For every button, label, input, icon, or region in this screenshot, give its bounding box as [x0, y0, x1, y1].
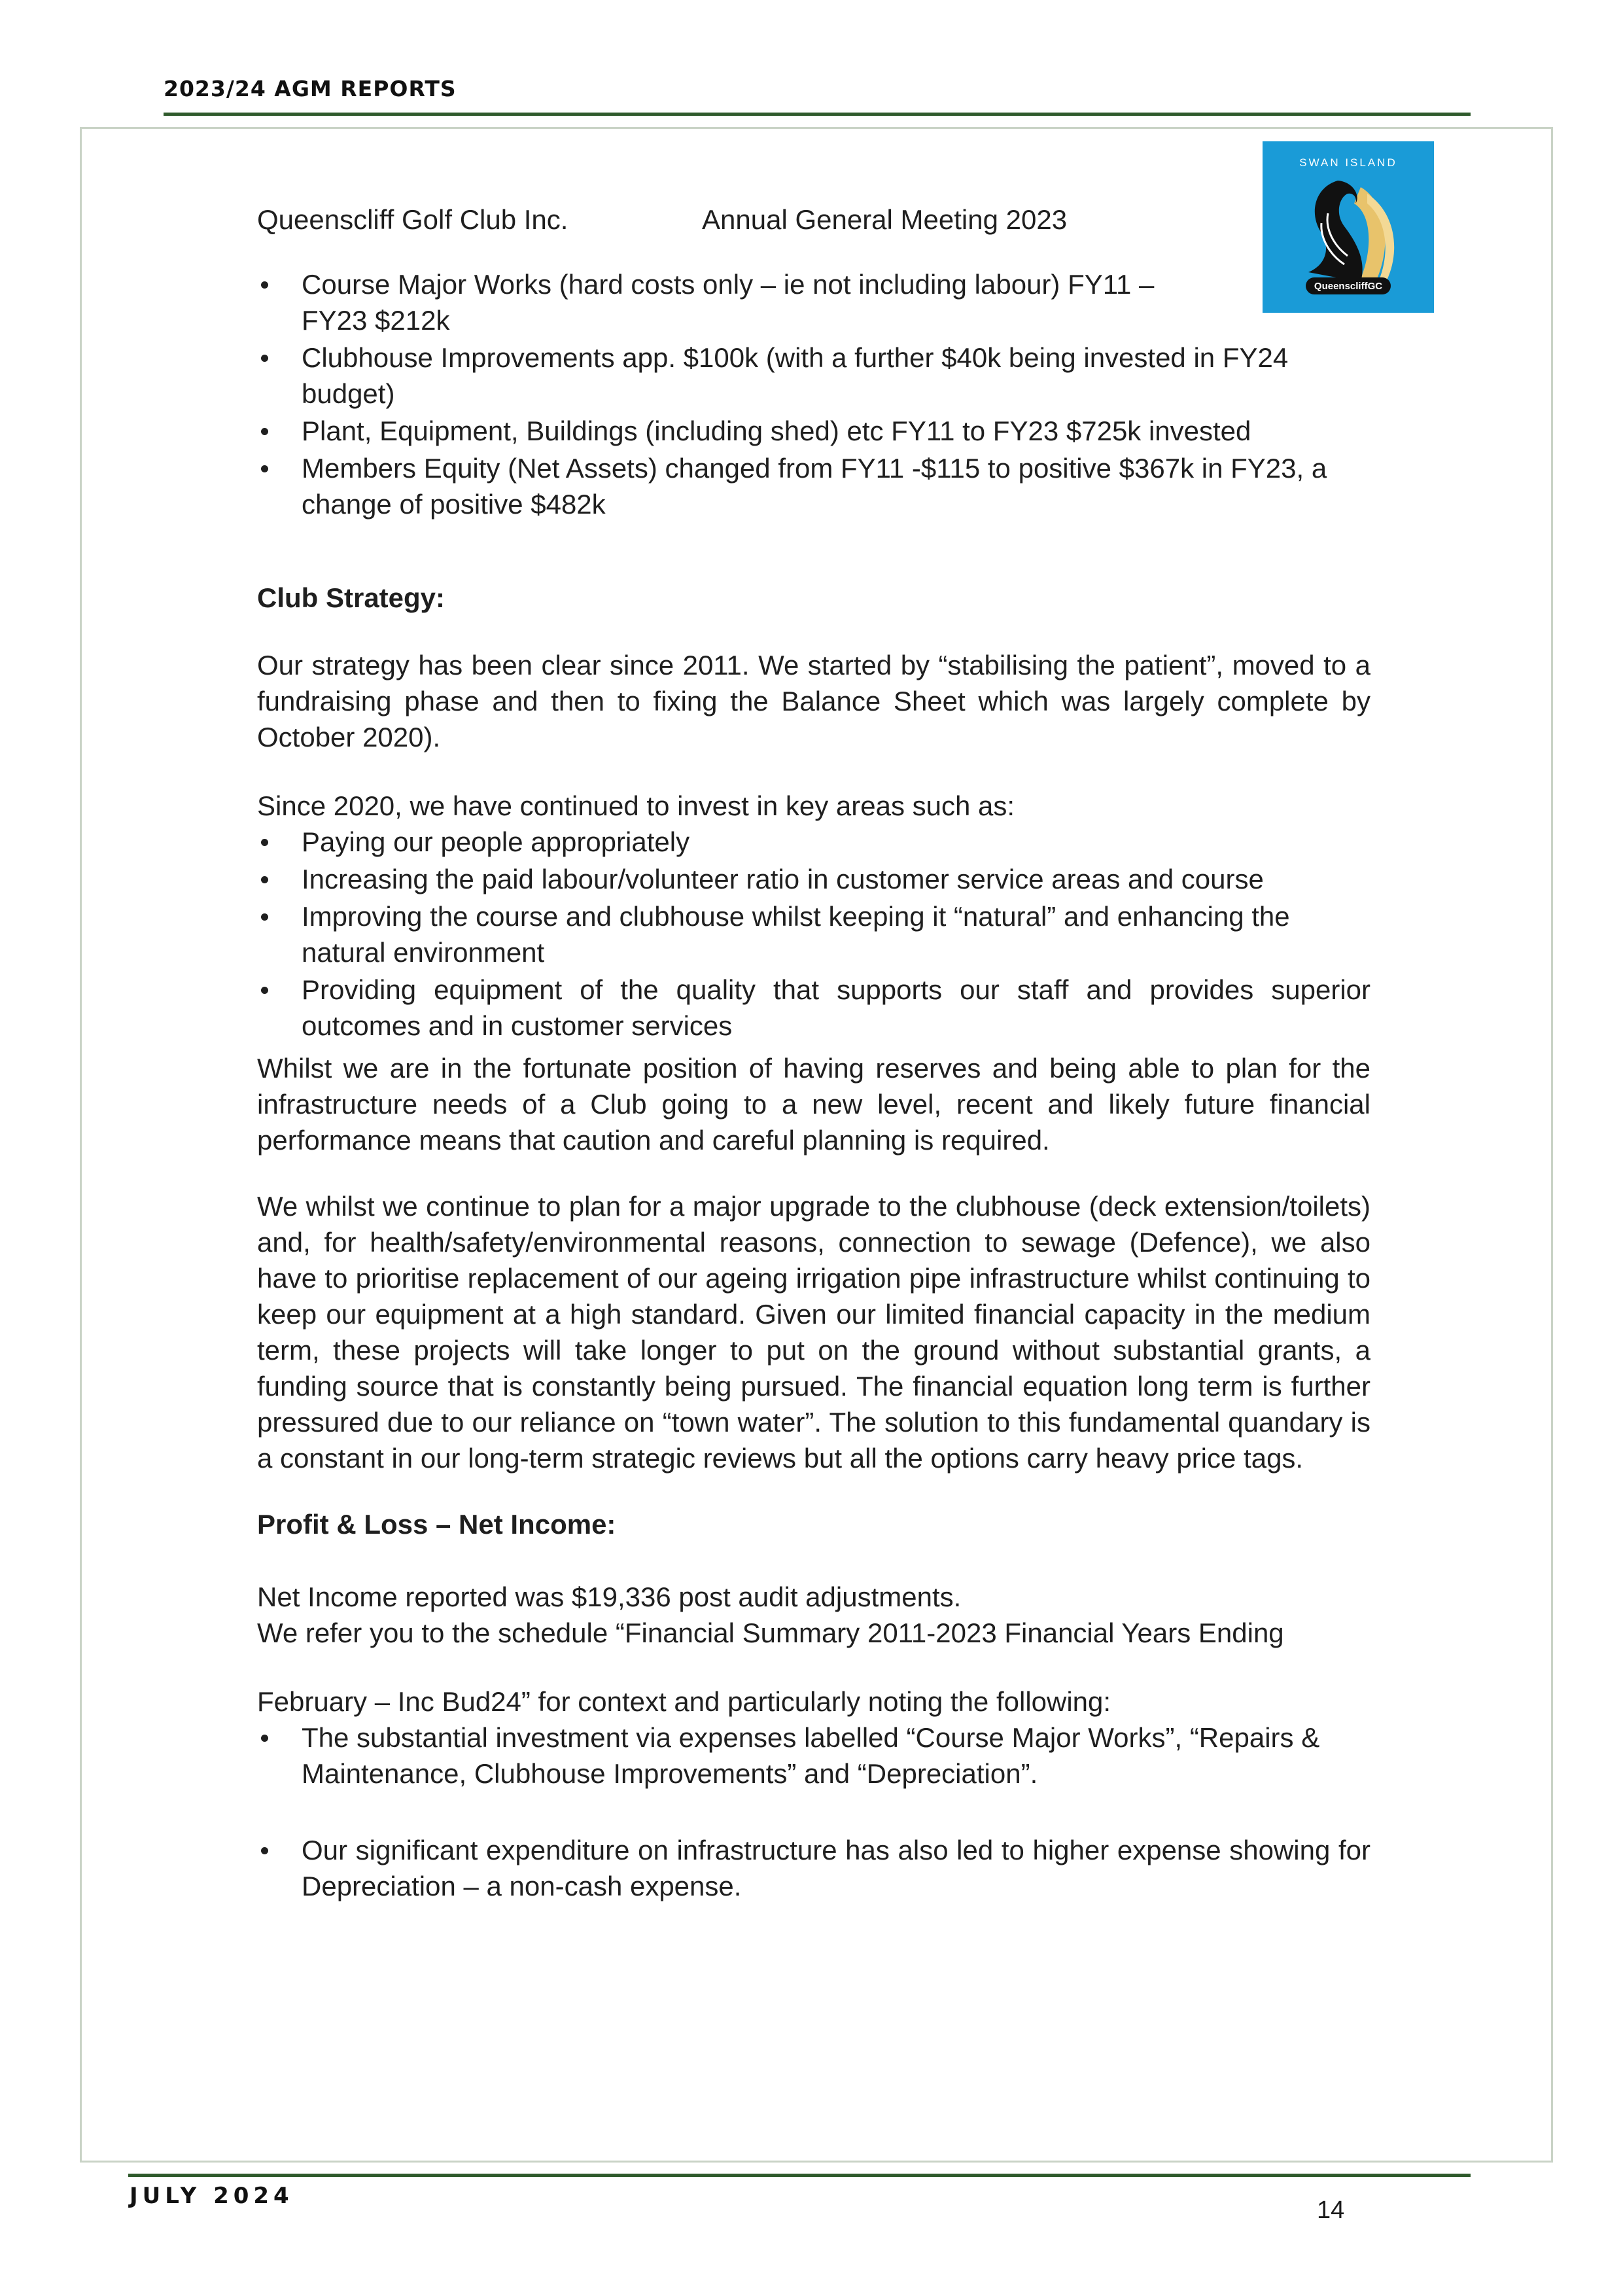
- org-name: Queenscliff Golf Club Inc.: [257, 204, 568, 235]
- intro-bullet-list: [257, 266, 1370, 522]
- strategy-paragraph: Whilst we are in the fortunate position of having reserves and being able to plan for the infrastructure needs of a Club going to a new level, recent and likely future financial performance means that caution and careful planning is required.: [257, 1053, 1370, 1156]
- net-income-line: Net Income reported was $19,336 post audit adjustments.: [257, 1581, 962, 1612]
- list-item: Paying our people appropriately: [257, 824, 1370, 860]
- list-item: Increasing the paid labour/volunteer ratio in customer service areas and course: [257, 861, 1370, 897]
- strategy-paragraph: Our strategy has been clear since 2011. We started by “stabilising the patient”, moved to a fundraising phase and then to fixing the Balance Sheet which was largely complete by October 2020).: [257, 650, 1370, 752]
- list-item: Providing equipment of the quality that supports our staff and provides superior outcomes and in customer services: [257, 972, 1370, 1044]
- club-strategy-heading: Club Strategy:: [257, 582, 445, 613]
- strategy-bullet-list: [257, 824, 1370, 1044]
- list-item: Clubhouse Improvements app. $100k (with a further $40k being invested in FY24 budget): [257, 340, 1370, 412]
- schedule-reference-line: February – Inc Bud24” for context and particularly noting the following:: [257, 1686, 1111, 1717]
- logo-badge-text: QueenscliffGC: [1314, 281, 1383, 292]
- header-divider: [164, 113, 1471, 116]
- list-item: Improving the course and clubhouse whilst keeping it “natural” and enhancing the natural environment: [257, 898, 1370, 970]
- footer-date: JULY 2024: [130, 2183, 294, 2209]
- strategy-paragraph: We whilst we continue to plan for a major upgrade to the clubhouse (deck extension/toilets) and, for health/safety/environmental reasons, connection to sewage (Defence), we also have to prioritise replacement of our ageing irrigation pipe infrastructure whilst continuing to keep our equipment at a high standard. Given our limited financial capacity in the medium term, these projects will take longer to put on the ground without substantial grants, a funding source that is constantly being pursued. The financial equation long term is further pressured due to our reliance on “town water”. The solution to this fundamental quandary is a constant in our long-term strategic reviews but all the options carry heavy price tags.: [257, 1191, 1370, 1474]
- schedule-reference-line: We refer you to the schedule “Financial Summary 2011-2023 Financial Years Ending: [257, 1617, 1284, 1648]
- logo-top-text: SWAN ISLAND: [1299, 156, 1397, 169]
- report-header-title: 2023/24 AGM REPORTS: [164, 76, 457, 101]
- profit-loss-heading: Profit & Loss – Net Income:: [257, 1509, 616, 1540]
- list-item: Our significant expenditure on infrastructure has also led to higher expense showing for Depreciation – a non-cash expense.: [257, 1832, 1370, 1904]
- footer-divider: [128, 2174, 1471, 2177]
- document-body: [257, 202, 1370, 1904]
- list-item: Course Major Works (hard costs only – ie not including labour) FY11 – FY23 $212k: [257, 266, 1370, 338]
- profit-bullet-list: [257, 1720, 1370, 1904]
- list-item: Plant, Equipment, Buildings (including shed) etc FY11 to FY23 $725k invested: [257, 413, 1370, 449]
- page-number: 14: [1317, 2197, 1345, 2224]
- document-heading-row: [257, 202, 1370, 238]
- list-item: Members Equity (Net Assets) changed from FY11 -$115 to positive $367k in FY23, a change of positive $482k: [257, 450, 1370, 522]
- meeting-title: Annual General Meeting 2023: [702, 204, 1068, 235]
- strategy-lead: Since 2020, we have continued to invest in key areas such as:: [257, 790, 1015, 821]
- list-item: The substantial investment via expenses labelled “Course Major Works”, “Repairs & Maintenance, Clubhouse Improvements” and “Depreciation”.: [257, 1720, 1370, 1792]
